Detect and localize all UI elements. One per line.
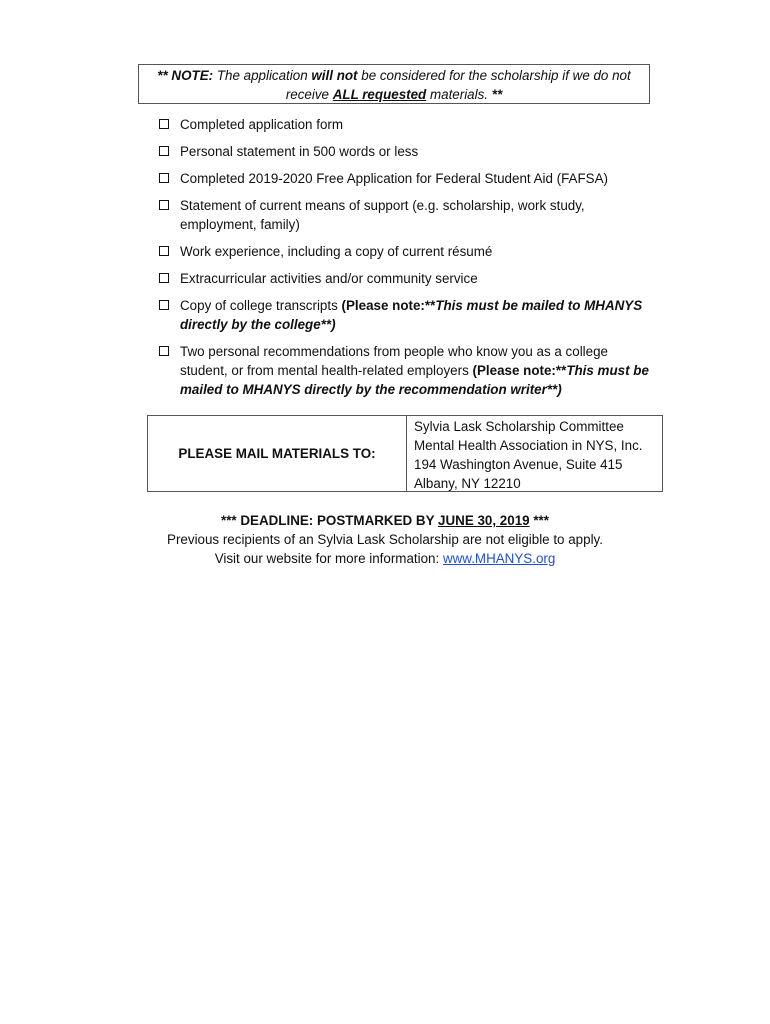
- note-text: This must be mailed to MHANYS directly by the college**): [180, 298, 643, 332]
- checklist-item: [159, 242, 659, 261]
- note-box: [138, 64, 650, 104]
- deadline: [0, 511, 770, 530]
- note-part1: The application: [216, 68, 308, 83]
- deadline-prefix: *** DEADLINE: POSTMARKED BY: [221, 513, 435, 528]
- checkbox[interactable]: [159, 119, 169, 129]
- eligibility-note: Previous recipients of an Sylvia Lask Scholarship are not eligible to apply.: [167, 532, 603, 547]
- note-suffix: **: [491, 87, 503, 102]
- checklist-item: [159, 196, 659, 234]
- checkbox[interactable]: [159, 173, 169, 183]
- checklist-item-label: Statement of current means of support (e.g. scholarship, work study, employment, family): [180, 198, 585, 232]
- address-line: Mental Health Association in NYS, Inc.: [414, 438, 643, 453]
- deadline-suffix: ***: [533, 513, 549, 528]
- mail-address: [407, 416, 662, 491]
- checkbox[interactable]: [159, 346, 169, 356]
- item-text: Two personal recommendations from people who know you as a college student, or from mental health-related employers: [180, 344, 608, 378]
- checkbox[interactable]: [159, 146, 169, 156]
- note-label: (Please note:**: [341, 298, 436, 313]
- checklist-item: [159, 269, 659, 288]
- checklist-item-label: [180, 296, 659, 334]
- mail-label: PLEASE MAIL MATERIALS TO:: [148, 416, 407, 491]
- website-label: Visit our website for more information:: [214, 551, 440, 566]
- checklist-item-label: Work experience, including a copy of current résumé: [180, 244, 493, 259]
- checklist-item-label: Personal statement in 500 words or less: [180, 144, 419, 159]
- checklist-item-label: Extracurricular activities and/or community service: [180, 271, 478, 286]
- note-prefix: ** NOTE:: [157, 68, 214, 83]
- website-line: [0, 549, 770, 568]
- item-text: Copy of college transcripts: [180, 298, 338, 313]
- checklist-item: [159, 169, 659, 188]
- deadline-date: JUNE 30, 2019: [438, 513, 530, 528]
- footer: [0, 511, 770, 568]
- address-line: Albany, NY 12210: [414, 476, 521, 491]
- note-part3: materials.: [429, 87, 489, 102]
- note-part2: be considered for the scholarship if we do not receive: [285, 68, 631, 102]
- checklist-item-label: Completed application form: [180, 117, 344, 132]
- checkbox[interactable]: [159, 300, 169, 310]
- note-label: (Please note:**: [472, 363, 567, 378]
- checklist-item: [159, 115, 659, 134]
- mail-table: [147, 415, 663, 492]
- address-line: 194 Washington Avenue, Suite 415: [414, 457, 623, 472]
- note-text: This must be mailed to MHANYS directly by the recommendation writer**): [180, 363, 649, 397]
- address-line: Sylvia Lask Scholarship Committee: [414, 419, 624, 434]
- checkbox[interactable]: [159, 200, 169, 210]
- note-all-requested: ALL requested: [332, 87, 427, 102]
- checklist-item-label: Completed 2019-2020 Free Application for Federal Student Aid (FAFSA): [180, 171, 608, 186]
- checkbox[interactable]: [159, 246, 169, 256]
- website-link[interactable]: www.MHANYS.org: [442, 551, 556, 566]
- materials-checklist: [159, 115, 659, 407]
- checkbox[interactable]: [159, 273, 169, 283]
- note-will-not: will not: [311, 68, 358, 83]
- checklist-item-label: [180, 342, 659, 399]
- checklist-item: [159, 296, 659, 334]
- checklist-item: [159, 342, 659, 399]
- checklist-item: [159, 142, 659, 161]
